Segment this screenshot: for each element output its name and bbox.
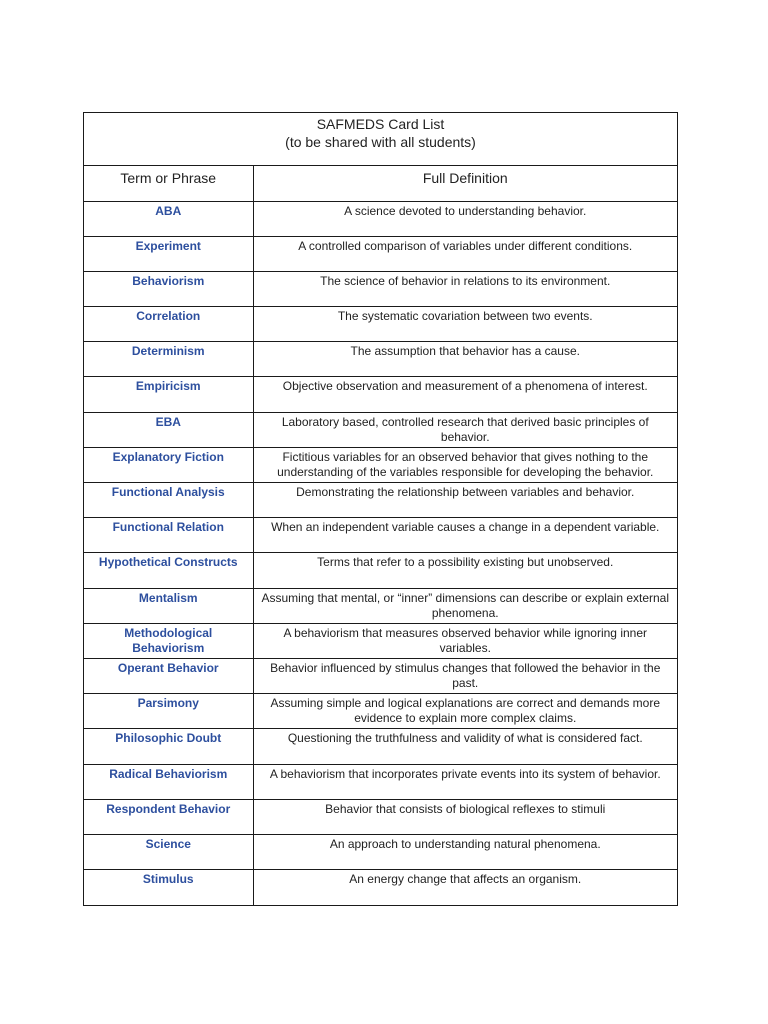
table-row	[84, 588, 677, 623]
term-cell: Operant Behavior	[84, 658, 253, 693]
table-body	[84, 201, 677, 905]
table-row	[84, 658, 677, 693]
table-row	[84, 483, 677, 518]
definition-cell: Questioning the truthfulness and validity of what is considered fact.	[253, 729, 677, 764]
definition-cell: A behaviorism that incorporates private events into its system of behavior.	[253, 764, 677, 799]
definition-cell: A behaviorism that measures observed behavior while ignoring inner variables.	[253, 623, 677, 658]
table-row	[84, 307, 677, 342]
term-cell: Methodological Behaviorism	[84, 623, 253, 658]
definition-cell: Assuming simple and logical explanations are correct and demands more evidence to explain more complex claims.	[253, 694, 677, 729]
definition-cell: A controlled comparison of variables under different conditions.	[253, 236, 677, 271]
definition-cell: The systematic covariation between two events.	[253, 307, 677, 342]
term-cell: Stimulus	[84, 870, 253, 905]
definition-cell: When an independent variable causes a change in a dependent variable.	[253, 518, 677, 553]
term-cell: Respondent Behavior	[84, 799, 253, 834]
table-row	[84, 518, 677, 553]
term-cell: EBA	[84, 412, 253, 447]
table-row	[84, 201, 677, 236]
header-row	[84, 166, 677, 201]
term-cell: Philosophic Doubt	[84, 729, 253, 764]
definition-cell: The science of behavior in relations to its environment.	[253, 271, 677, 306]
table-row	[84, 271, 677, 306]
term-cell: Functional Analysis	[84, 483, 253, 518]
definition-cell: Behavior influenced by stimulus changes that followed the behavior in the past.	[253, 658, 677, 693]
term-cell: Parsimony	[84, 694, 253, 729]
table-row	[84, 236, 677, 271]
definition-cell: Laboratory based, controlled research that derived basic principles of behavior.	[253, 412, 677, 447]
table-row	[84, 870, 677, 905]
table-row	[84, 764, 677, 799]
safmeds-card-table	[83, 112, 678, 906]
term-cell: Mentalism	[84, 588, 253, 623]
term-cell: Empiricism	[84, 377, 253, 412]
definition-cell: Terms that refer to a possibility existing but unobserved.	[253, 553, 677, 588]
term-cell: ABA	[84, 201, 253, 236]
table-row	[84, 447, 677, 482]
table-row	[84, 799, 677, 834]
terms-table	[84, 166, 677, 905]
column-header-term: Term or Phrase	[84, 166, 253, 201]
table-row	[84, 729, 677, 764]
term-cell: Experiment	[84, 236, 253, 271]
table-row	[84, 694, 677, 729]
term-cell: Hypothetical Constructs	[84, 553, 253, 588]
definition-cell: An approach to understanding natural phenomena.	[253, 834, 677, 869]
definition-cell: The assumption that behavior has a cause.	[253, 342, 677, 377]
table-title	[84, 113, 677, 166]
definition-cell: An energy change that affects an organism.	[253, 870, 677, 905]
term-cell: Correlation	[84, 307, 253, 342]
term-cell: Science	[84, 834, 253, 869]
table-title-subtitle: (to be shared with all students)	[285, 134, 476, 150]
table-row	[84, 553, 677, 588]
table-row	[84, 342, 677, 377]
definition-cell: A science devoted to understanding behavior.	[253, 201, 677, 236]
table-row	[84, 834, 677, 869]
table-title-main: SAFMEDS Card List	[316, 116, 445, 132]
term-cell: Explanatory Fiction	[84, 447, 253, 482]
table-row	[84, 623, 677, 658]
table-row	[84, 412, 677, 447]
definition-cell: Behavior that consists of biological reflexes to stimuli	[253, 799, 677, 834]
definition-cell: Fictitious variables for an observed behavior that gives nothing to the understanding of the variables responsible for developing the behavior.	[253, 447, 677, 482]
term-cell: Determinism	[84, 342, 253, 377]
definition-cell: Demonstrating the relationship between variables and behavior.	[253, 483, 677, 518]
definition-cell: Objective observation and measurement of a phenomena of interest.	[253, 377, 677, 412]
term-cell: Behaviorism	[84, 271, 253, 306]
term-cell: Radical Behaviorism	[84, 764, 253, 799]
definition-cell: Assuming that mental, or “inner” dimensions can describe or explain external phenomena.	[253, 588, 677, 623]
table-row	[84, 377, 677, 412]
column-header-definition: Full Definition	[253, 166, 677, 201]
term-cell: Functional Relation	[84, 518, 253, 553]
